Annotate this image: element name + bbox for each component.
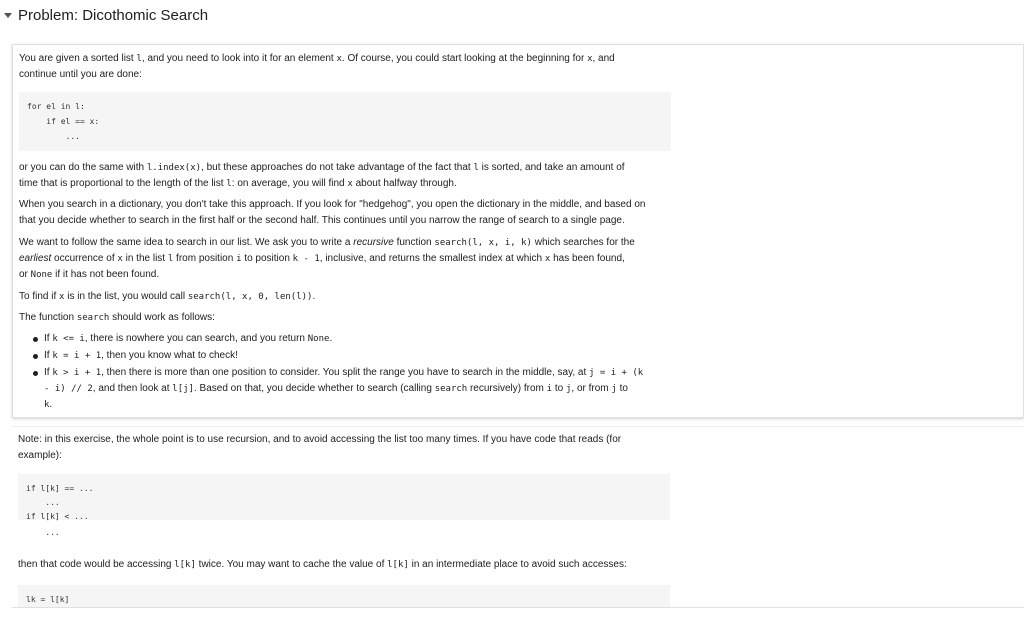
text: . bbox=[312, 291, 316, 302]
paragraph-dictionary-line1: When you search in a dictionary, you don't take this approach. If you look for "hedgehog", you open the dictionary in the middle, and based on bbox=[19, 199, 646, 210]
text: twice. You may want to cache the value of bbox=[195, 559, 388, 570]
text: which searches for the bbox=[531, 237, 635, 248]
text: if it has not been found. bbox=[52, 269, 160, 280]
paragraph-note-line2: example): bbox=[18, 450, 62, 461]
text: , there is nowhere you can search, and you return bbox=[84, 333, 308, 344]
text: If bbox=[44, 367, 53, 378]
text: You are given a sorted list bbox=[19, 53, 137, 64]
paragraph-index-line2 bbox=[19, 176, 457, 192]
text: should work as follows: bbox=[109, 312, 215, 323]
text: We want to follow the same idea to search in our list. We ask you to write a bbox=[19, 237, 354, 248]
inline-code: k = i + 1 bbox=[52, 351, 102, 361]
text: has been found, bbox=[550, 253, 625, 264]
inline-code: x bbox=[336, 54, 342, 64]
text: , then there is more than one position to consider. You split the range you have to search in the middle, say, at bbox=[101, 367, 590, 378]
text: . bbox=[49, 399, 53, 410]
code-line: if l[k] < ... bbox=[26, 512, 89, 521]
bullet-icon bbox=[33, 354, 38, 359]
inline-code: l bbox=[136, 54, 142, 64]
list-item-bullet3-line2 bbox=[44, 381, 628, 397]
text: . bbox=[329, 333, 333, 344]
inline-code: k - 1 bbox=[292, 254, 320, 264]
section-title: Problem: Dicothomic Search bbox=[18, 7, 209, 24]
code-block-cache bbox=[18, 585, 670, 608]
bullet-icon bbox=[33, 371, 38, 376]
inline-code: l[k] bbox=[174, 560, 196, 570]
inline-code: j bbox=[565, 384, 572, 394]
text: recursively) from bbox=[467, 383, 547, 394]
inline-code: x bbox=[117, 254, 123, 264]
text: from position bbox=[173, 253, 237, 264]
paragraph-index-line1 bbox=[19, 160, 625, 176]
text: to bbox=[616, 383, 628, 394]
emphasis: recursive bbox=[353, 237, 394, 248]
paragraph-function bbox=[19, 310, 215, 326]
collapse-caret-icon[interactable] bbox=[4, 13, 12, 18]
emphasis: earliest bbox=[19, 253, 52, 264]
text: time that is proportional to the length of the list bbox=[19, 178, 227, 189]
text: function bbox=[393, 237, 435, 248]
text: to position bbox=[241, 253, 293, 264]
inline-code: - i) // 2 bbox=[44, 384, 93, 394]
inline-code: x bbox=[587, 54, 593, 64]
inline-code: search(l, x, 0, len(l)) bbox=[187, 292, 313, 302]
text: , and then look at bbox=[92, 383, 173, 394]
inline-code: x bbox=[544, 254, 551, 264]
text: in the list bbox=[122, 253, 168, 264]
text: , but these approaches do not take advantage of the fact that bbox=[201, 162, 474, 173]
text: is sorted, and take an amount of bbox=[478, 162, 625, 173]
list-item-bullet3-line1 bbox=[44, 365, 643, 381]
list-item-bullet1 bbox=[44, 331, 332, 347]
inline-code: None bbox=[30, 270, 53, 280]
markdown-cell-problem[interactable] bbox=[12, 44, 1024, 418]
divider bbox=[12, 607, 1024, 608]
code-line: if l[k] == ... bbox=[26, 484, 94, 493]
text: If bbox=[44, 333, 53, 344]
inline-code: search bbox=[434, 384, 468, 394]
text: , then you know what to check! bbox=[101, 350, 238, 361]
text: in an intermediate place to avoid such accesses: bbox=[408, 559, 627, 570]
inline-code: l.index(x) bbox=[146, 163, 202, 173]
text: , inclusive, and returns the smallest index at which bbox=[319, 253, 545, 264]
code-line: ... bbox=[26, 498, 60, 507]
inline-code: k <= i bbox=[52, 334, 85, 344]
text: To find if bbox=[19, 291, 60, 302]
inline-code: k bbox=[44, 400, 50, 410]
code-line: if el == x: bbox=[27, 117, 100, 126]
text: , and bbox=[592, 53, 615, 64]
code-line: for el in l: bbox=[27, 102, 85, 111]
paragraph-call bbox=[19, 289, 315, 305]
inline-code: search bbox=[76, 313, 110, 323]
inline-code: l bbox=[167, 254, 174, 264]
paragraph-intro-line1 bbox=[19, 51, 615, 67]
inline-code: l bbox=[473, 163, 479, 173]
section-header[interactable] bbox=[0, 0, 1024, 34]
text: : on average, you will find bbox=[231, 178, 348, 189]
inline-code: l bbox=[226, 179, 232, 189]
inline-code: j = i + (k bbox=[589, 368, 644, 378]
bullet-icon bbox=[33, 337, 38, 342]
code-block-double-access bbox=[18, 474, 670, 520]
code-block-loop bbox=[19, 92, 671, 151]
paragraph-task-line1 bbox=[19, 235, 635, 251]
paragraph-dictionary-line2: that you decide whether to search in the first half or the second half. This continues until you narrow the range of search to a single page. bbox=[19, 215, 625, 226]
text: . Based on that, you decide whether to search (calling bbox=[193, 383, 435, 394]
code-line: ... bbox=[27, 132, 80, 141]
paragraph-note-line1: Note: in this exercise, the whole point is to use recursion, and to avoid accessing the list too many times. If you have code that reads (for bbox=[18, 434, 622, 445]
inline-code: l[k] bbox=[387, 560, 409, 570]
markdown-cell-note[interactable] bbox=[12, 426, 1024, 607]
text: about halfway through. bbox=[352, 178, 457, 189]
text: , and you need to look into it for an element bbox=[141, 53, 337, 64]
list-item-bullet2 bbox=[44, 348, 238, 364]
text: to bbox=[552, 383, 566, 394]
text: or bbox=[19, 269, 31, 280]
inline-code: search(l, x, i, k) bbox=[434, 238, 532, 248]
paragraph-intro-line2: continue until you are done: bbox=[19, 69, 142, 80]
code-line: ... bbox=[26, 528, 60, 537]
inline-code: None bbox=[307, 334, 330, 344]
text: If bbox=[44, 350, 53, 361]
text: , or from bbox=[571, 383, 612, 394]
inline-code: l[j] bbox=[172, 384, 194, 394]
text: then that code would be accessing bbox=[18, 559, 175, 570]
inline-code: x bbox=[59, 292, 65, 302]
text: or you can do the same with bbox=[19, 162, 147, 173]
code-line: lk = l[k] bbox=[26, 595, 70, 604]
paragraph-cache bbox=[18, 557, 627, 573]
list-item-bullet3-line3 bbox=[44, 397, 52, 413]
text: is in the list, you would call bbox=[64, 291, 188, 302]
paragraph-task-line3 bbox=[19, 267, 159, 283]
text: The function bbox=[19, 312, 77, 323]
inline-code: x bbox=[347, 179, 353, 189]
paragraph-task-line2 bbox=[19, 251, 625, 267]
text: occurrence of bbox=[51, 253, 118, 264]
inline-code: j bbox=[611, 384, 617, 394]
inline-code: k > i + 1 bbox=[52, 368, 102, 378]
text: . Of course, you could start looking at the beginning for bbox=[341, 53, 588, 64]
inline-code: i bbox=[546, 384, 553, 394]
inline-code: i bbox=[236, 254, 242, 264]
